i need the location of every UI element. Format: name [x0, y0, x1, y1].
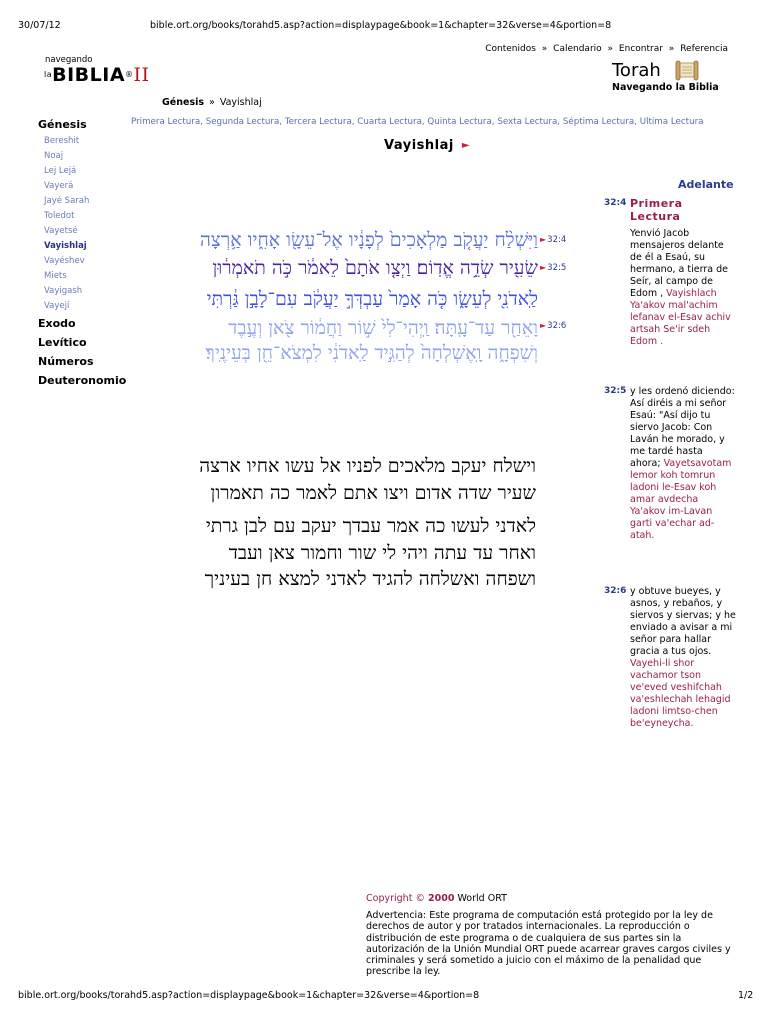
logo-roman-numeral: II: [133, 64, 150, 86]
verse-number[interactable]: 32:5: [604, 386, 627, 396]
hebrew-plain-line-5: ושפחה ואשלחה להגיד לאדני למצא חן בעיניך: [204, 568, 536, 590]
copyright-symbol: ©: [415, 893, 425, 904]
nav-parasha-vayeji[interactable]: Vayejí: [44, 301, 70, 311]
nav-parasha-vayera[interactable]: Vayerá: [44, 181, 74, 191]
breadcrumb-parasha: Vayishlaj: [219, 97, 262, 108]
readings-links: Primera Lectura, Segunda Lectura, Tercera Lectura, Cuarta Lectura, Quinta Lectura, Sexta Lectura, Séptima Lectura, Ultima Lectura: [131, 117, 704, 127]
logo-small-text: navegando: [45, 55, 93, 65]
verse-spanish: y obtuve bueyes, y asnos, y rebaños, y siervos y siervas; y he enviado a avisar a mi señor para hallar gracia a tus ojos.: [630, 586, 736, 657]
print-page-number: 1/2: [738, 990, 754, 1001]
torah-scroll-icon: [675, 60, 699, 86]
nav-book-exodo[interactable]: Exodo: [38, 317, 76, 330]
verse-translation: [630, 228, 736, 348]
verse-spanish: y les ordenó diciendo: Así diréis a mi señor Esaú: "Así dijo tu siervo Jacob: Con Laván he morado, y me tardé hasta ahora;: [630, 386, 735, 469]
breadcrumb-separator: »: [209, 97, 215, 108]
nav-parasha-miets[interactable]: Miets: [44, 271, 67, 281]
torah-title: Torah: [612, 60, 661, 81]
reading-link-4[interactable]: Cuarta Lectura: [357, 117, 422, 127]
verse-transliteration: Vayehi-li shor vachamor tson ve'eved veshifchah va'eshlechah lehagid ladoni limtso-chen be'eyneycha.: [630, 658, 731, 729]
reading-link-2[interactable]: Segunda Lectura: [205, 117, 280, 127]
torah-logo[interactable]: [612, 60, 742, 93]
book-navigation: [38, 115, 130, 390]
verse-transliteration: Vayetsavotam lemor koh tomrun ladoni le-Esav koh amar avdecha Ya'akov im-Lavan garti va'echar ad-atah.: [630, 458, 732, 541]
print-date: 30/07/12: [18, 20, 61, 31]
play-arrow-icon: ►: [540, 235, 547, 244]
top-navigation: [485, 44, 728, 54]
page-title-text: Vayishlaj: [384, 138, 454, 153]
page-title: [384, 138, 470, 153]
nav-parasha-toledot[interactable]: Toledot: [44, 211, 75, 221]
nav-parasha-lej-leja[interactable]: Lej Lejá: [44, 166, 77, 176]
nav-separator: »: [668, 44, 675, 54]
copyright-year: 2000: [427, 893, 455, 904]
verse-number[interactable]: 32:6: [604, 586, 627, 596]
torah-subtitle: Navegando la Biblia: [612, 82, 719, 93]
reading-link-3[interactable]: Tercera Lectura: [284, 117, 352, 127]
breadcrumb: [162, 97, 262, 108]
nav-book-deuteronomio[interactable]: Deuteronomio: [38, 374, 127, 387]
verse-spanish: Yenvió Jacob mensajeros delante de él a Esaú, su hermano, a tierra de Seír, al campo de Edom ,: [630, 228, 728, 299]
nav-referencia[interactable]: Referencia: [680, 44, 728, 54]
print-url: bible.ort.org/books/torahd5.asp?action=displaypage&book=1&chapter=32&verse=4&portion=8: [150, 20, 612, 31]
next-link[interactable]: Adelante: [678, 178, 734, 191]
reading-link-8[interactable]: Ultima Lectura: [639, 117, 704, 127]
play-arrow-icon: ►: [540, 263, 547, 272]
nav-separator: »: [607, 44, 614, 54]
hebrew-plain-line-2: שעיר שדה אדום ויצו אתם לאמר כה תאמרון: [210, 482, 536, 504]
verse-ref-32-4[interactable]: ►32:4: [540, 235, 567, 245]
nav-parasha-noaj[interactable]: Noaj: [44, 151, 64, 161]
reading-link-7[interactable]: Séptima Lectura: [562, 117, 635, 127]
legal-warning: Advertencia: Este programa de computación está protegido por la ley de derechos de autor y por tratados internacionales. La reproducción o distribución de este programa o de cualquiera de sus partes sin la autorización de la Unión Mundial ORT puede acarrear graves cargos civiles y criminales y será sometido a juicio con el máximo de la penalidad que prescribe la ley.: [366, 910, 731, 978]
audio-play-icon[interactable]: ►: [461, 140, 471, 151]
hebrew-pointed-line-2: שֵׂעִ֖יר שְׂדֵ֥ה אֱדֽוֹם׃ וַיְצַ֤ו אֹתָם֙ לֵאמֹ֔ר כֹּ֣ה תֹאמְר֔וּן: [212, 257, 538, 279]
hebrew-pointed-line-1: וַיִּשְׁלַ֨ח יַעֲקֹ֤ב מַלְאָכִים֙ לְפָנָ֔יו אֶל־עֵשָׂ֖ו אָחִ֑יו אַ֥רְצָה: [199, 229, 538, 251]
nav-parasha-vayetse[interactable]: Vayetsé: [44, 226, 78, 236]
verse-translation: [630, 586, 736, 730]
play-arrow-icon: ►: [540, 321, 547, 330]
nav-book-genesis[interactable]: Génesis: [38, 118, 87, 131]
logo-registered: ®: [125, 70, 134, 79]
verse-ref-32-5[interactable]: ►32:5: [540, 263, 567, 273]
nav-parasha-bereshit[interactable]: Bereshit: [44, 136, 80, 146]
nav-calendario[interactable]: Calendario: [553, 44, 602, 54]
nav-contenidos[interactable]: Contenidos: [485, 44, 536, 54]
verse-transliteration: Vayishlach Ya'akov mal'achim lefanav el-Esav achiv artsah Se'ir sdeh Edom .: [630, 288, 731, 347]
site-logo[interactable]: [44, 56, 150, 85]
nav-parasha-vayishlaj[interactable]: Vayishlaj: [44, 241, 87, 251]
reading-link-6[interactable]: Sexta Lectura: [497, 117, 558, 127]
reading-link-1[interactable]: Primera Lectura: [131, 117, 201, 127]
verse-translation: [630, 386, 736, 542]
logo-main-text: [44, 65, 150, 85]
reading-link-5[interactable]: Quinta Lectura: [427, 117, 492, 127]
nav-book-levitico[interactable]: Levítico: [38, 336, 87, 349]
hebrew-pointed-line-4: וָאֵחַ֖ר עַד־עָֽתָּה׃ וַֽיְהִי־לִי֙ שׁ֣וֹר וַחֲמ֔וֹר צֹ֖אן וְעֶ֣בֶד: [228, 317, 538, 339]
verse-ref-32-6[interactable]: ►32:6: [540, 321, 567, 331]
hebrew-plain-line-3: לאדני לעשו כה אמר עבדך יעקב עם לבן גרתי: [205, 515, 536, 537]
nav-parasha-vayigash[interactable]: Vayigash: [44, 286, 83, 296]
hebrew-pointed-line-5: וְשִׁפְחָ֑ה וָֽאֶשְׁלְחָה֙ לְהַגִּ֣יד לַֽאדֹנִ֔י לִמְצֹא־חֵ֖ן בְּעֵינֶֽיךָ׃: [205, 342, 538, 364]
hebrew-plain-line-4: ואחר עד עתה ויהי לי שור וחמור צאן ועבד: [228, 542, 536, 564]
nav-parasha-jaye-sarah[interactable]: Jayé Sarah: [44, 196, 90, 206]
logo-prefix: la: [44, 70, 53, 79]
nav-encontrar[interactable]: Encontrar: [618, 44, 663, 54]
verse-number[interactable]: 32:4: [604, 198, 627, 208]
breadcrumb-book[interactable]: Génesis: [162, 97, 205, 108]
logo-word: BIBLIA: [52, 64, 126, 86]
copyright-owner[interactable]: World ORT: [457, 893, 507, 904]
copyright-label: Copyright: [366, 893, 413, 904]
nav-book-numeros[interactable]: Números: [38, 355, 94, 368]
print-footer-url: bible.ort.org/books/torahd5.asp?action=displaypage&book=1&chapter=32&verse=4&portion=8: [18, 990, 480, 1001]
section-title: Primera Lectura: [630, 197, 683, 223]
hebrew-plain-line-1: וישלח יעקב מלאכים לפניו אל עשו אחיו ארצה: [199, 455, 536, 477]
nav-separator: »: [541, 44, 548, 54]
nav-parasha-vayeshev[interactable]: Vayéshev: [44, 256, 85, 266]
copyright: [366, 893, 507, 904]
hebrew-pointed-line-3: לַֽאדֹנִ֖י לְעֵשָׂ֑ו כֹּ֤ה אָמַר֙ עַבְדְּךָ֣ יַעֲקֹ֔ב עִם־לָבָ֣ן גַּ֔רְתִּי: [206, 288, 538, 310]
